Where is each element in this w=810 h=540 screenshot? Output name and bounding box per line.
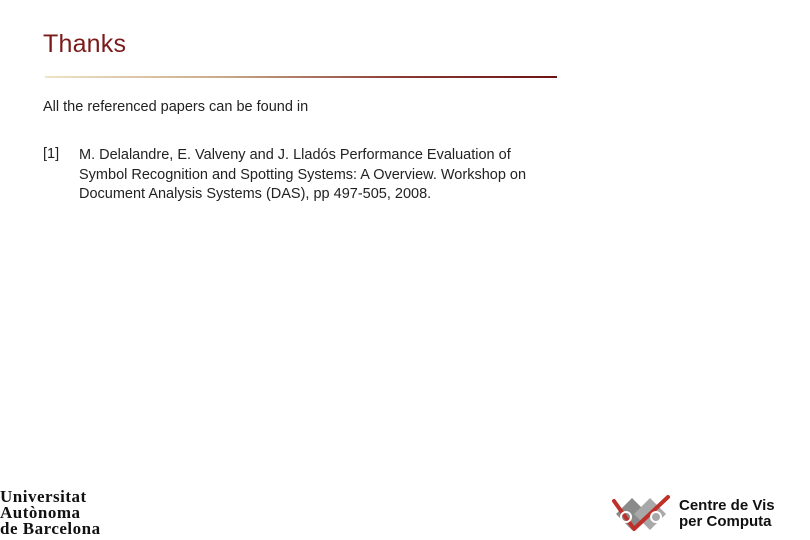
- reference-line: Document Analysis Systems (DAS), pp 497-505, 2008.: [79, 186, 432, 202]
- cvc-logo-line: Centre de Vis: [679, 497, 775, 514]
- title-divider: [45, 76, 557, 78]
- cvc-logo-text: [679, 498, 810, 530]
- reference-line: M. Delalandre, E. Valveny and J. Lladós Performance Evaluation of: [79, 147, 511, 163]
- cvc-logo-line: per Computa: [679, 513, 772, 530]
- slide-title: Thanks: [43, 30, 127, 58]
- reference-number: [1]: [43, 146, 60, 162]
- reference-entry: [79, 146, 599, 205]
- uab-logo-line: Universitat: [0, 487, 87, 506]
- reference-line: Symbol Recognition and Spotting Systems: A Overview. Workshop on: [79, 166, 527, 183]
- uab-logo-line: Autònoma: [0, 503, 81, 522]
- cvc-logo-icon: [610, 493, 672, 535]
- uab-logo-line: de Barcelona: [0, 519, 101, 538]
- uab-logo: [0, 489, 170, 537]
- intro-text: All the referenced papers can be found in: [43, 99, 309, 115]
